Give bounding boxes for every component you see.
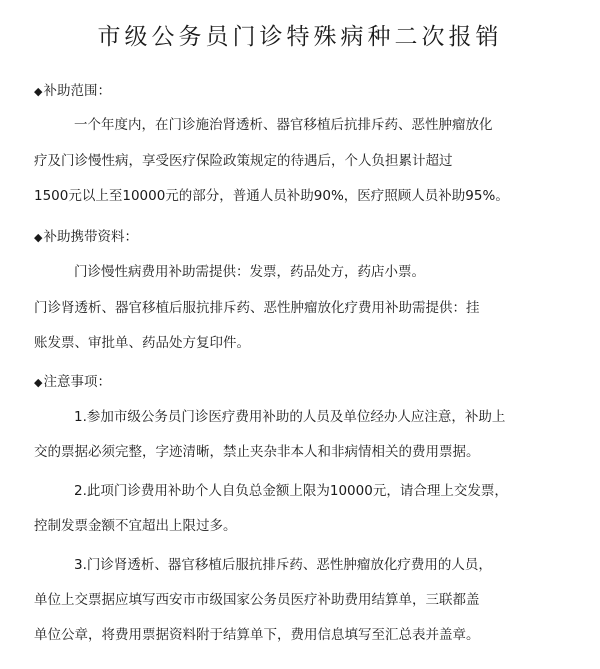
paragraph-line: 单位上交票据应填写西安市市级国家公务员医疗补助费用结算单，三联都盖 <box>34 592 480 608</box>
diamond-bullet-icon: ◆ <box>34 85 43 98</box>
paragraph-line: 2.此项门诊费用补助个人自负总金额上限为10000元，请合理上交发票， <box>74 483 508 499</box>
paragraph-line: 1.参加市级公务员门诊医疗费用补助的人员及单位经办人应注意，补助上 <box>74 409 506 425</box>
paragraph-line: 交的票据必须完整，字迹清晰，禁止夹杂非本人和非病情相关的费用票据。 <box>34 444 480 460</box>
section-heading-text: 注意事项： <box>43 374 111 390</box>
section-heading-notes <box>34 372 600 393</box>
section-heading-materials <box>34 227 600 248</box>
paragraph-line: 3.门诊肾透析、器官移植后服抗排斥药、恶性肿瘤放化疗费用的人员， <box>74 557 492 573</box>
paragraph-line: 门诊肾透析、器官移植后服抗排斥药、恶性肿瘤放化疗费用补助需提供：挂 <box>34 300 480 316</box>
page-title: 市级公务员门诊特殊病种二次报销 <box>97 24 503 50</box>
section-heading-scope <box>34 81 600 102</box>
paragraph-line: 账发票、审批单、药品处方复印件。 <box>34 335 250 351</box>
diamond-bullet-icon: ◆ <box>34 376 43 389</box>
paragraph-line: 控制发票金额不宜超出上限过多。 <box>34 518 237 534</box>
paragraph-line: 疗及门诊慢性病，享受医疗保险政策规定的待遇后，个人负担累计超过 <box>34 153 453 169</box>
section-heading-text: 补助范围： <box>43 83 111 99</box>
paragraph-line: 门诊慢性病费用补助需提供：发票，药品处方，药店小票。 <box>74 264 425 280</box>
paragraph-line: 1500元以上至10000元的部分，普通人员补助90%，医疗照顾人员补助95%。 <box>34 188 509 204</box>
diamond-bullet-icon: ◆ <box>34 231 43 244</box>
paragraph-line: 单位公章，将费用票据资料附于结算单下，费用信息填写至汇总表并盖章。 <box>34 627 480 643</box>
paragraph-line: 一个年度内，在门诊施治肾透析、器官移植后抗排斥药、恶性肿瘤放化 <box>74 117 493 133</box>
section-heading-text: 补助携带资料： <box>43 229 138 245</box>
